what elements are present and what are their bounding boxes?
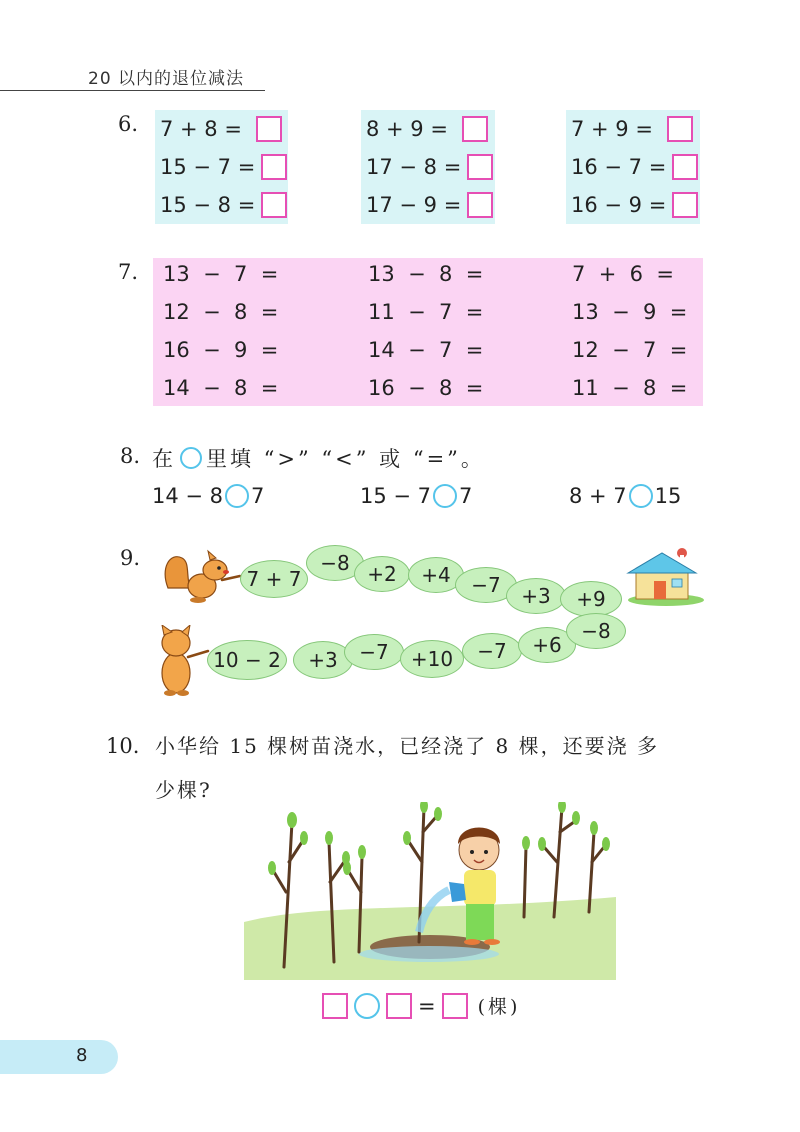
header-divider [0,90,265,91]
chain-step: 10 − 2 [207,640,287,680]
chain-step: −7 [455,567,517,603]
q9-number: 9. [120,546,141,570]
answer-box[interactable] [442,993,468,1019]
chain-step: +2 [354,556,410,592]
chain-step: −7 [462,633,522,669]
answer-box[interactable] [667,116,693,142]
equation-text: 7 + 8 = [160,117,242,141]
q7-equation: 12 − 8 = [163,300,279,324]
answer-box[interactable] [462,116,488,142]
chain-step: −8 [566,613,626,649]
comparison-right: 15 [654,484,682,508]
watering-trees-illustration [244,802,616,980]
page-number: 8 [76,1045,88,1066]
q8-prompt-before: 在 [152,447,176,471]
q6-equation [160,187,287,223]
chapter-title: 20 以内的退位减法 [88,69,245,89]
answer-box[interactable] [256,116,282,142]
q6-equation [366,187,493,223]
comparison-left: 14 − 8 [152,484,224,508]
equation-text: 17 − 9 = [366,193,462,217]
answer-box[interactable] [672,192,698,218]
q7-equation: 13 − 9 = [572,300,688,324]
q8-number: 8. [120,444,141,468]
equals-sign: = [418,993,436,1018]
circle-blank-icon [180,447,202,469]
operator-circle[interactable] [354,993,380,1019]
equation-text: 15 − 7 = [160,155,256,179]
squirrel-icon [160,548,245,608]
q10-line1: 小华给 15 棵树苗浇水，已经浇了 8 棵，还要浇 多 [155,734,659,758]
equation-text: 8 + 9 = [366,117,448,141]
q7-equation: 13 − 7 = [163,262,279,286]
comparison-circle[interactable] [225,484,249,508]
equation-text: 17 − 8 = [366,155,462,179]
comparison-left: 8 + 7 [569,484,627,508]
chain-step: −7 [344,634,404,670]
q6-equation [571,111,693,147]
q7-equation: 12 − 7 = [572,338,688,362]
answer-box[interactable] [467,154,493,180]
chain-step: +9 [560,581,622,617]
q7-number: 7. [118,260,139,284]
q6-equation [366,149,493,185]
chain-step: 7 + 7 [240,560,308,598]
q10-number: 10. [106,734,140,758]
comparison-right: 7 [251,484,265,508]
comparison-right: 7 [459,484,473,508]
q8-comparison [152,484,264,508]
q8-prompt-after: 里填 “>” “<” 或 “=”。 [206,447,485,471]
answer-box[interactable] [467,192,493,218]
q6-equation [160,111,282,147]
equation-text: 16 − 9 = [571,193,667,217]
chain-step: +4 [408,557,464,593]
q7-equation: 13 − 8 = [368,262,484,286]
q10-answer-row [322,992,520,1019]
q6-equation [571,149,698,185]
answer-box[interactable] [672,154,698,180]
house-icon [620,545,705,607]
equation-text: 16 − 7 = [571,155,667,179]
q7-equation: 14 − 7 = [368,338,484,362]
q7-equation: 14 − 8 = [163,376,279,400]
comparison-left: 15 − 7 [360,484,432,508]
q8-prompt [152,443,485,473]
unit-label: (棵) [477,996,521,1018]
q7-equation: 7 + 6 = [572,262,674,286]
answer-box[interactable] [261,154,287,180]
chain-step: +3 [506,578,566,614]
chain-step: +3 [293,641,353,679]
q6-equation [571,187,698,223]
q6-equation [366,111,488,147]
q10-line2: 少棵? [155,778,212,802]
q8-comparison [360,484,472,508]
comparison-circle[interactable] [433,484,457,508]
q7-equation: 16 − 9 = [163,338,279,362]
answer-box[interactable] [386,993,412,1019]
comparison-circle[interactable] [629,484,653,508]
answer-box[interactable] [322,993,348,1019]
q6-number: 6. [118,112,139,136]
q8-comparison [569,484,681,508]
chain-step: −8 [306,545,364,581]
q7-equation: 11 − 8 = [572,376,688,400]
chain-step: +6 [518,627,576,663]
page-number-tab [0,1040,118,1074]
chain-step: +10 [400,640,464,678]
q7-equation: 11 − 7 = [368,300,484,324]
q7-equation: 16 − 8 = [368,376,484,400]
equation-text: 15 − 8 = [160,193,256,217]
q6-equation [160,149,287,185]
cat-icon [150,625,212,697]
equation-text: 7 + 9 = [571,117,653,141]
answer-box[interactable] [261,192,287,218]
